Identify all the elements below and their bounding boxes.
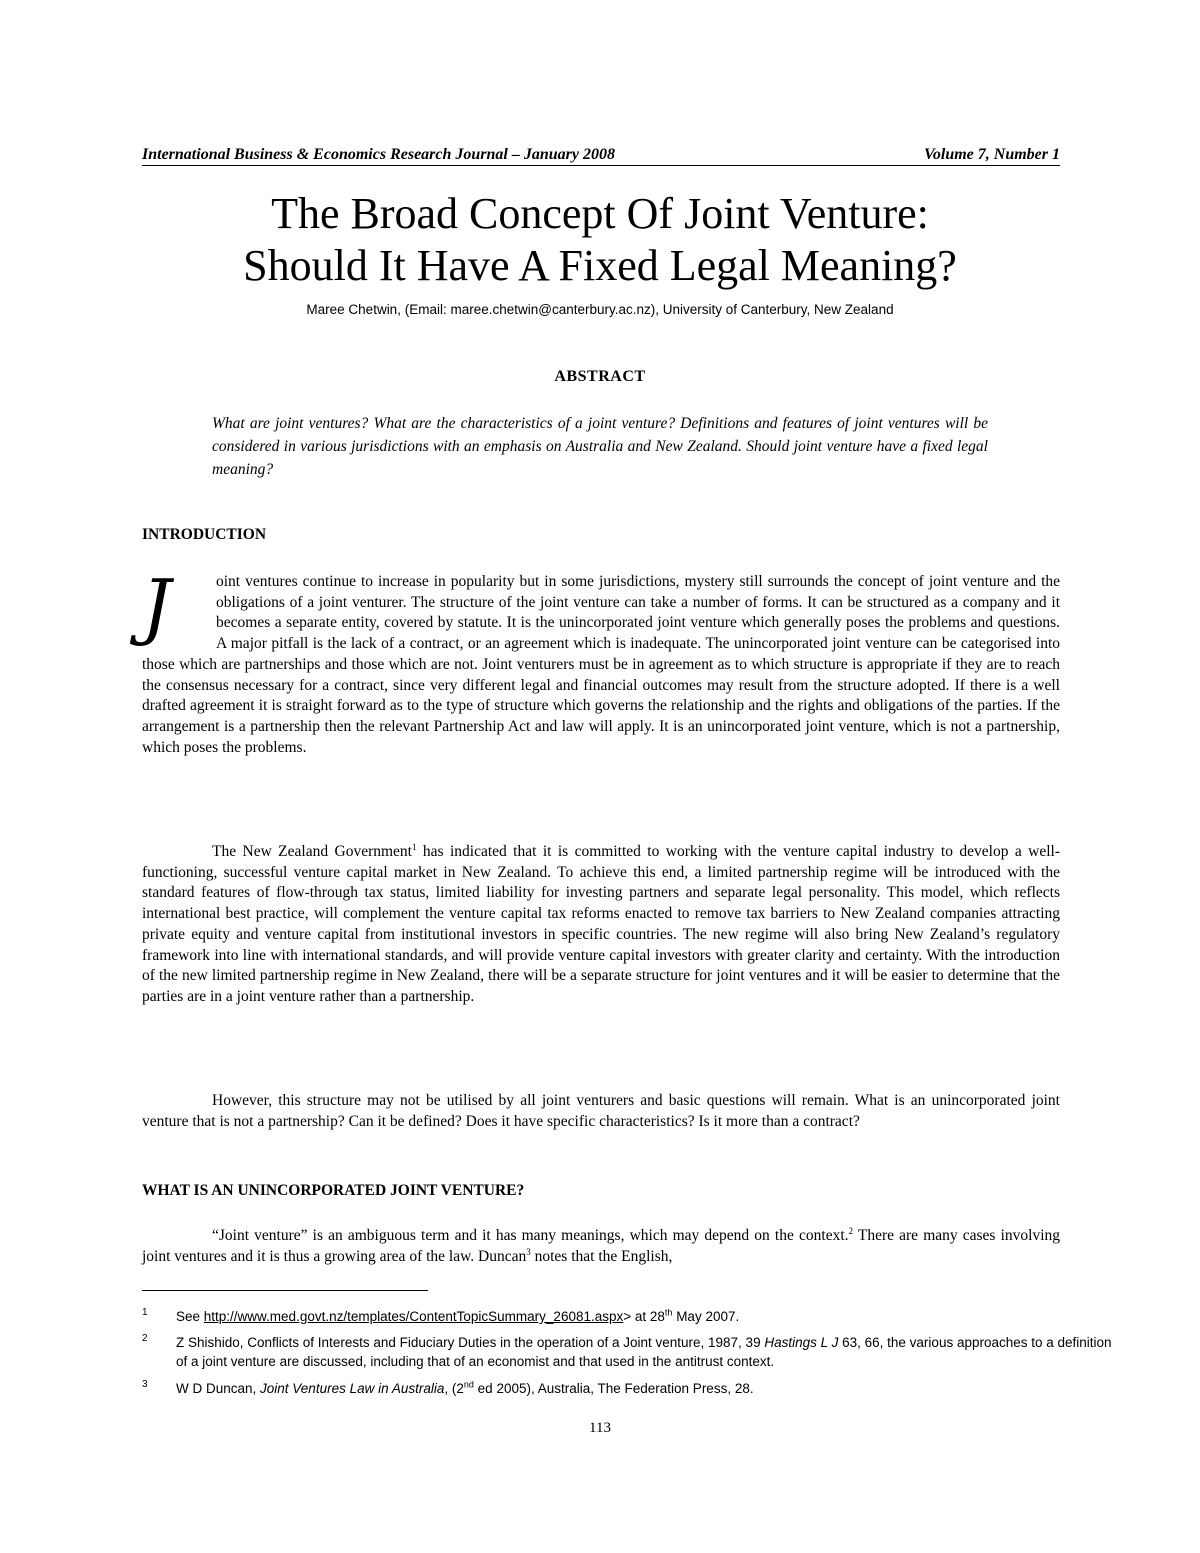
footnote-3-rest: ed 2005), Australia, The Federation Press, 28. bbox=[473, 1381, 754, 1396]
footnote-3-ordinal: nd bbox=[463, 1379, 474, 1390]
footnote-3 bbox=[142, 1379, 1122, 1398]
footnote-3-book-title: Joint Ventures Law in Australia bbox=[260, 1381, 445, 1396]
footnote-1-link[interactable]: http://www.med.govt.nz/templates/ContentTopicSummary_26081.aspx bbox=[203, 1309, 624, 1324]
drop-cap: J bbox=[142, 564, 171, 648]
introduction-paragraph-1 bbox=[142, 564, 1060, 758]
footnote-3-author: W D Duncan, bbox=[176, 1381, 261, 1396]
abstract-text: What are joint ventures? What are the characteristics of a joint venture? Definitions and features of joint ventures will be considered in various jurisdictions with an emphasis on Australia and New Zealand. Should joint venture have a fixed legal meaning? bbox=[212, 415, 988, 478]
volume-number: Volume 7, Number 1 bbox=[923, 146, 1060, 163]
abstract-heading: ABSTRACT bbox=[554, 368, 646, 385]
footnote-ref-1[interactable]: 1 bbox=[411, 841, 417, 852]
section-2-paragraph bbox=[142, 1226, 1060, 1267]
footnote-ref-3[interactable]: 3 bbox=[526, 1246, 531, 1257]
paragraph-2-text-b: has indicated that it is committed to working with the venture capital industry to develop a well-functioning, successful venture capital market in New Zealand. To achieve this end, a limited partnership regime will be introduced with the standard features of flow-through tax status, limited liability for investing partners and separate legal personality. This model, which reflects international best practice, will complement the venture capital tax reforms enacted to remove tax barriers to New Zealand companies attracting private equity and venture capital from institutional investors in specific countries. The new regime will also bring New Zealand’s regulatory framework into line with international standards, and will provide venture capital investors with greater clarity and certainty. With the introduction of the new limited partnership regime in New Zealand, there will be a separate structure for joint ventures and it will be easier to determine that the parties are in a joint venture rather than a partnership. bbox=[142, 843, 1060, 1005]
footnote-2 bbox=[142, 1333, 1122, 1371]
footnote-separator bbox=[142, 1290, 428, 1291]
footnote-1-suffix: May 2007. bbox=[672, 1309, 740, 1324]
section-2-text-a: “Joint venture” is an ambiguous term and it has many meanings, which may depend on the context. bbox=[212, 1227, 849, 1244]
footnote-1 bbox=[142, 1307, 1122, 1326]
paragraph-2-text-a: The New Zealand Government bbox=[212, 843, 412, 860]
footnote-number: 3 bbox=[142, 1379, 148, 1390]
introduction-paragraph-2 bbox=[142, 842, 1060, 1008]
section-2-text-b: There are many cases involving joint ventures and it is thus a growing area of the law. Duncan bbox=[142, 1227, 1061, 1265]
footnote-3-edition: , (2 bbox=[444, 1381, 464, 1396]
section-2-text-c: notes that the English, bbox=[530, 1247, 673, 1265]
footnote-2-rest: 63, 66, the various approaches to a definition of a joint venture are discussed, including that of an economist and that used in the antitrust context. bbox=[176, 1335, 1112, 1369]
footnote-1-date: > at 28 bbox=[623, 1309, 665, 1324]
title-line-2: Should It Have A Fixed Legal Meaning? bbox=[243, 241, 957, 290]
introduction-paragraph-3: However, this structure may not be utilised by all joint venturers and basic questions will remain. What is an unincorporated joint venture that is not a partnership? Can it be defined? Does it have specific characteristics? Is it more than a contract? bbox=[142, 1092, 1060, 1130]
footnote-ref-2[interactable]: 2 bbox=[848, 1225, 854, 1236]
footnote-number: 2 bbox=[142, 1333, 148, 1344]
journal-name: International Business & Economics Research Journal – January 2008 bbox=[142, 146, 615, 163]
paragraph-1-text: oint ventures continue to increase in popularity but in some jurisdictions, mystery still surrounds the concept of joint venture and the obligations of a joint venturer. The structure of the joint venture can take a number of forms. It can be structured as a company and it becomes a separate entity, covered by statute. It is the unincorporated joint venture which generally poses the problems and questions. A major pitfall is the lack of a contract, or an agreement which is inadequate. The unincorporated joint venture can be categorised into those which are partnerships and those which are not. Joint venturers must be in agreement as to which structure is appropriate if they are to reach the consensus necessary for a contract, since very different legal and financial outcomes may result from the structure adopted. If there is a well drafted agreement it is straight forward as to the type of structure which governs the relationship and the rights and obligations of the parties. If the arrangement is a partnership then the relevant Partnership Act and law will apply. It is an unincorporated joint venture, which is not a partnership, which poses the problems. bbox=[142, 573, 1060, 756]
article-title bbox=[100, 188, 1100, 292]
author-line: Maree Chetwin, (Email: maree.chetwin@canterbury.ac.nz), University of Canterbury, New Zealand bbox=[306, 302, 894, 317]
footnote-1-ordinal: th bbox=[664, 1307, 673, 1318]
introduction-heading: INTRODUCTION bbox=[142, 526, 267, 543]
section-heading-unincorporated: WHAT IS AN UNINCORPORATED JOINT VENTURE? bbox=[142, 1182, 525, 1199]
title-line-1: The Broad Concept Of Joint Venture: bbox=[271, 189, 929, 238]
footnote-2-journal: Hastings L J bbox=[764, 1335, 839, 1350]
footnote-2-text: Z Shishido, Conflicts of Interests and Fiduciary Duties in the operation of a Joint venture, 1987, 39 bbox=[176, 1335, 765, 1350]
footnote-number: 1 bbox=[142, 1307, 148, 1318]
footnote-1-prefix: See bbox=[176, 1309, 204, 1324]
running-header bbox=[142, 146, 1060, 166]
page-number: 113 bbox=[589, 1420, 611, 1436]
